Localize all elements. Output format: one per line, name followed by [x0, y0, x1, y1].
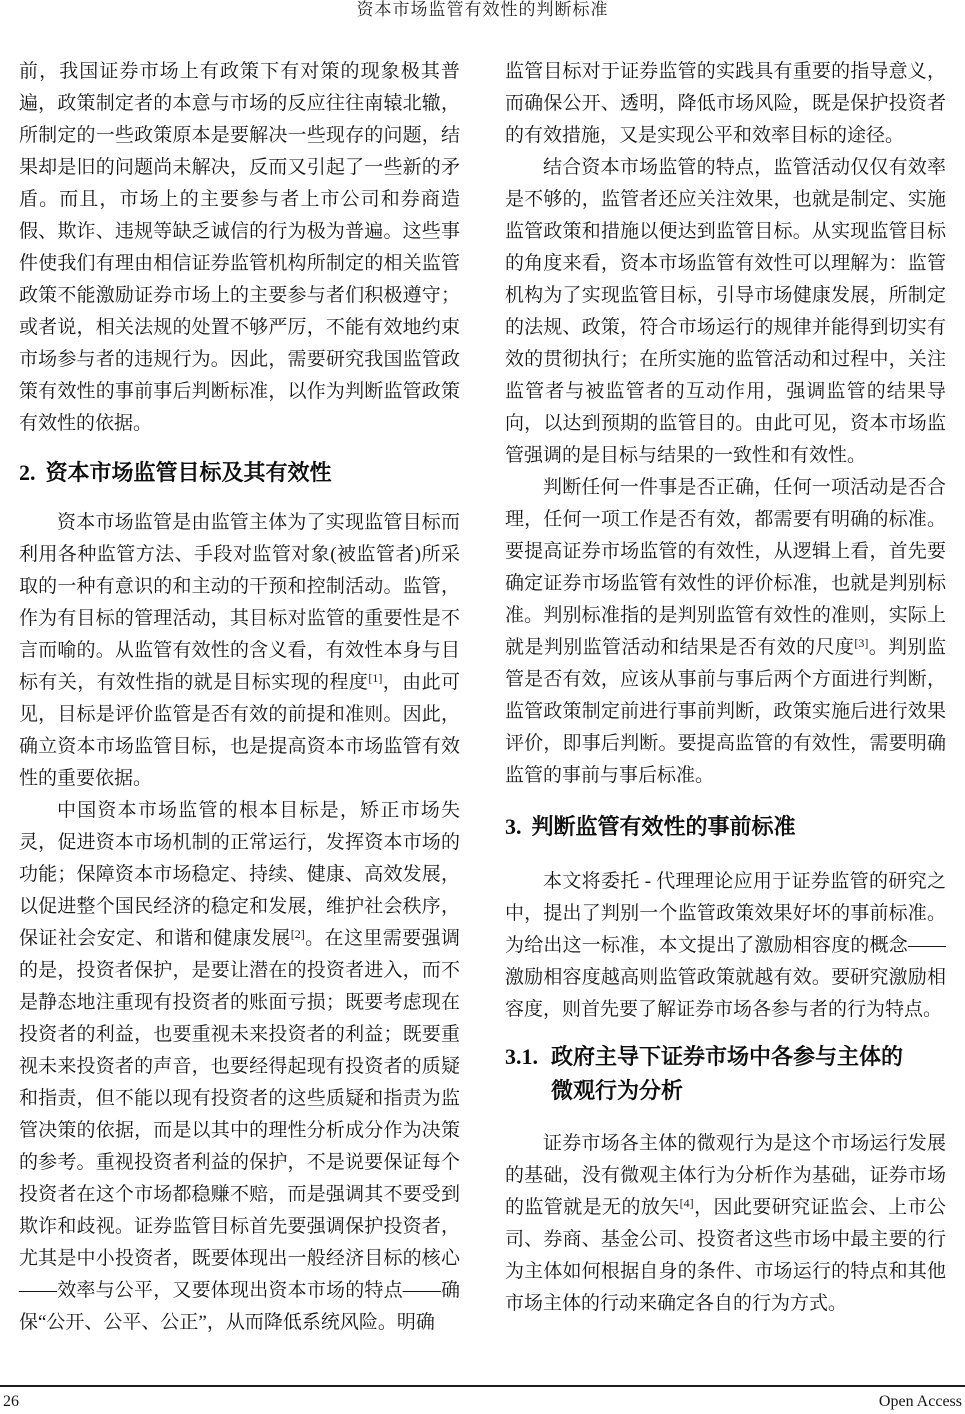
open-access-label: Open Access	[878, 1393, 962, 1410]
subsection-title-line-1: 政府主导下证券市场中各参与主体的	[551, 1044, 904, 1069]
section-title: 资本市场监管目标及其有效性	[45, 460, 332, 485]
paragraph: 资本市场监管是由监管主体为了实现监管目标而利用各种监管方法、手段对监管对象(被监管者)所采取的一种有意识的和主动的干预和控制活动。监管，作为有目标的管理活动，其目标对监管的重要性是不言而喻的。从监管有效性的含义看，有效性本身与目标有关，有效性指的就是目标实现的程度[1]，由此可见，目标是评价监管是否有效的前提和准则。因此，确立资本市场监管目标，也是提高资本市场监管有效性的重要依据。	[19, 512, 460, 789]
footer	[3, 1392, 962, 1412]
section-number: 3.	[505, 814, 522, 839]
subsection-title	[551, 1040, 903, 1108]
paragraph-continued-from-previous-page: 前，我国证券市场上有政策下有对策的现象极其普遍，政策制定者的本意与市场的反应往往南辕北辙，所制定的一些政策原本是要解决一些现存的问题，结果却是旧的问题尚未解决，反而又引起了一些新的矛盾。而且，市场上的主要参与者上市公司和券商造假、欺诈、违规等缺乏诚信的行为极为普遍。这些事件使我们有理由相信证券监管机构所制定的相关监管政策不能激励证券市场上的主要参与者们积极遵守；或者说，相关法规的处置不够严厉，不能有效地约束市场参与者的违规行为。因此，需要研究我国监管政策有效性的事前事后判断标准，以作为判断监管政策有效性的依据。	[19, 61, 460, 434]
page-number: 26	[3, 1393, 19, 1410]
paragraph-continued-from-left-column: 监管目标对于证券监管的实践具有重要的指导意义，而确保公开、透明，降低市场风险，既是保护投资者的有效措施，又是实现公平和效率目标的途径。	[505, 61, 946, 146]
subsection-number: 3.1.	[505, 1044, 538, 1069]
section-title: 判断监管有效性的事前标准	[531, 814, 796, 839]
section-heading-2	[19, 458, 460, 488]
paragraph: 中国资本市场监管的根本目标是，矫正市场失灵，促进资本市场机制的正常运行，发挥资本市场的功能；保障资本市场稳定、持续、健康、高效发展，以促进整个国民经济的稳定和发展，维护社会秩序，保证社会安定、和谐和健康发展[2]。在这里需要强调的是，投资者保护，是要让潜在的投资者进入，而不是静态地注重现有投资者的账面亏损；既要考虑现在投资者的利益，也要重视未来投资者的利益；既要重视未来投资者的声音，也要经得起现有投资者的质疑和指责，但不能以现有投资者的这些质疑和指责为监管决策的依据，而是以其中的理性分析成分作为决策的参考。重视投资者利益的保护，不是说要保证每个投资者在这个市场都稳赚不赔，而是强调其不要受到欺诈和歧视。证券监管目标首先要强调保护投资者，尤其是中小投资者，既要体现出一般经济目标的核心——效率与公平，又要体现出资本市场的特点——确保“公开、公平、公正”，从而降低系统风险。明确	[19, 800, 460, 1333]
section-heading-3	[505, 812, 946, 842]
paragraph: 判断任何一件事是否正确，任何一项活动是否合理，任何一项工作是否有效，都需要有明确的标准。要提高证券市场监管的有效性，从逻辑上看，首先要确定证券市场监管有效性的评价标准，也就是判别标准。判别标准指的是判别监管有效性的准则，实际上就是判别监管活动和结果是否有效的尺度[3]。判别监管是否有效，应该从事前与事后两个方面进行判断，监管政策制定前进行事前判断，政策实施后进行效果评价，即事后判断。要提高监管的有效性，需要明确监管的事前与事后标准。	[505, 477, 946, 786]
footer-divider	[0, 1385, 965, 1387]
subsection-title-line-2: 微观行为分析	[551, 1078, 684, 1103]
left-column	[19, 56, 460, 1339]
paragraph: 证券市场各主体的微观行为是这个市场运行发展的基础，没有微观主体行为分析作为基础，证券市场的监管就是无的放矢[4]，因此要研究证监会、上市公司、券商、基金公司、投资者这些市场中最主要的行为主体如何根据自身的条件、市场运行的特点和其他市场主体的行动来确定各自的行为方式。	[505, 1133, 946, 1314]
right-column	[505, 56, 946, 1339]
two-column-body	[19, 56, 946, 1339]
paragraph: 结合资本市场监管的特点，监管活动仅仅有效率是不够的，监管者还应关注效果，也就是制定、实施监管政策和措施以便达到监管目标。从实现监管目标的角度来看，资本市场监管有效性可以理解为：监管机构为了实现监管目标，引导市场健康发展，所制定的法规、政策，符合市场运行的规律并能得到切实有效的贯彻执行；在所实施的监管活动和过程中，关注监管者与被监管者的互动作用，强调监管的结果导向，以达到预期的监管目的。由此可见，资本市场监管强调的是目标与结果的一致性和有效性。	[505, 157, 946, 466]
section-number: 2.	[19, 460, 36, 485]
paragraph: 本文将委托 - 代理理论应用于证券监管的研究之中，提出了判别一个监管政策效果好坏的事前标准。为给出这一标准，本文提出了激励相容度的概念——激励相容度越高则监管政策就越有效。要研究激励相容度，则首先要了解证券市场各参与者的行为特点。	[505, 871, 946, 1020]
subsection-heading-3-1	[505, 1040, 946, 1108]
running-header-title: 资本市场监管有效性的判断标准	[356, 0, 609, 19]
